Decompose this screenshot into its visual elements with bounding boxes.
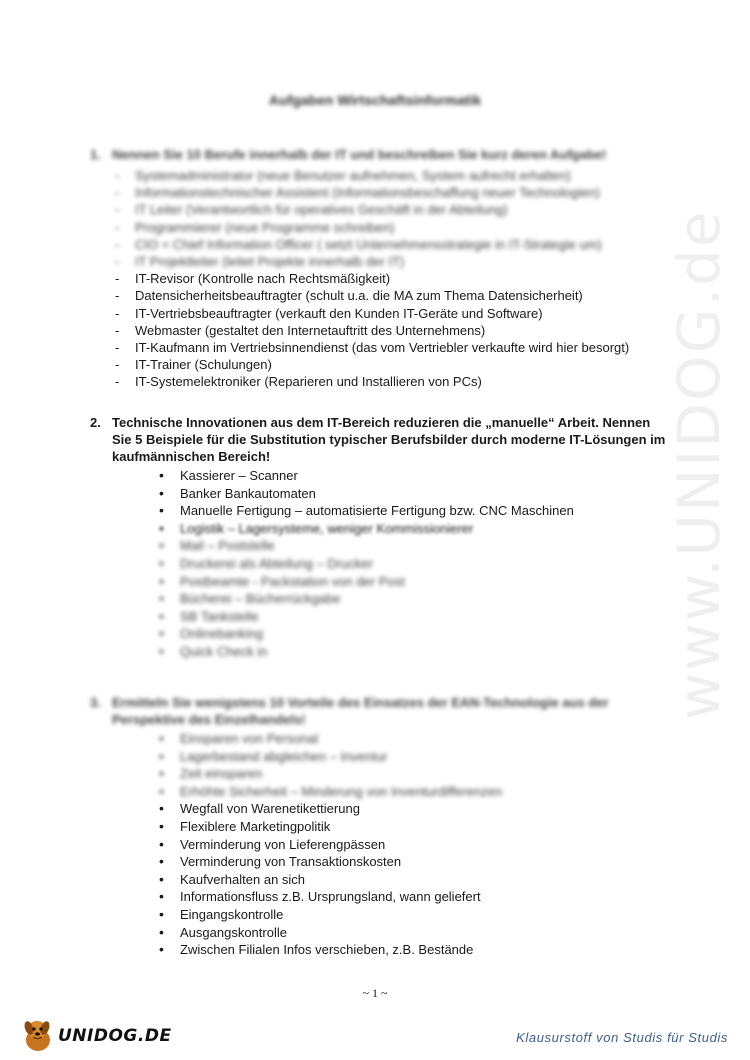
list-item: - IT Projektleiter (leitet Projekte innerhalb der IT) <box>90 253 670 270</box>
question-number: 3. <box>90 695 101 710</box>
question-text: Nennen Sie 10 Berufe innerhalb der IT und beschreiben Sie kurz deren Aufgabe! <box>112 147 607 162</box>
list-item: • Einsparen von Personal <box>90 730 670 748</box>
answer-list <box>90 167 670 391</box>
list-item: • Quick Check in <box>90 643 670 661</box>
list-item: • Banker Bankautomaten <box>90 485 670 503</box>
list-item: • Bücherei – Bücherrückgabe <box>90 590 670 608</box>
list-item: • Zeit einsparen <box>90 765 670 783</box>
list-item: • Postbeamte - Packstation von der Post <box>90 573 670 591</box>
list-item: - IT Leiter (Verantwortlich für operatives Geschäft in der Abteilung) <box>90 201 670 218</box>
footer-claim: Klausurstoff von Studis für Studis <box>516 1030 728 1045</box>
list-item: • Verminderung von Lieferengpässen <box>90 836 670 854</box>
list-item: • Verminderung von Transaktionskosten <box>90 853 670 871</box>
question-2 <box>90 414 670 661</box>
question-number: 1. <box>90 147 101 162</box>
list-item: • Ausgangskontrolle <box>90 924 670 942</box>
answer-list <box>90 730 670 959</box>
list-item: • Erhöhte Sicherheit – Minderung von Inventurdifferenzen <box>90 783 670 801</box>
list-item: • Druckerei als Abteilung – Drucker <box>90 555 670 573</box>
question-1 <box>90 146 670 391</box>
list-item: - Informationstechnischer Assistent (Informationsbeschaffung neuer Technologien) <box>90 184 670 201</box>
dog-mascot-icon <box>18 1016 58 1054</box>
list-item: - IT-Vertriebsbeauftragter (verkauft den Kunden IT-Geräte und Software) <box>90 305 670 322</box>
question-1-heading <box>90 146 670 163</box>
unidog-logo[interactable] <box>18 1016 172 1054</box>
list-item: • Mail – Poststelle <box>90 537 670 555</box>
question-3 <box>90 694 670 959</box>
page-number: ~ 1 ~ <box>362 986 388 1000</box>
list-item: • Kaufverhalten an sich <box>90 871 670 889</box>
document-title: Aufgaben Wirtschaftsinformatik <box>268 92 482 108</box>
list-item: - CIO = Chief Information Officer ( setzt Unternehmensstrategie in IT-Strategie um) <box>90 236 670 253</box>
list-item: • Eingangskontrolle <box>90 906 670 924</box>
list-item: • Zwischen Filialen Infos verschieben, z.B. Bestände <box>90 941 670 959</box>
list-item: • SB Tankstelle <box>90 608 670 626</box>
list-item: • Lagerbestand abgleichen – Inventur <box>90 748 670 766</box>
list-item: • Wegfall von Warenetikettierung <box>90 800 670 818</box>
list-item: • Informationsfluss z.B. Ursprungsland, wann geliefert <box>90 888 670 906</box>
question-2-heading <box>90 414 670 465</box>
list-item: • Onlinebanking <box>90 625 670 643</box>
list-item: • Flexiblere Marketingpolitik <box>90 818 670 836</box>
list-item: • Logistik – Lagersysteme, weniger Kommissionierer <box>90 520 670 538</box>
question-3-heading <box>90 694 670 728</box>
list-item: - Systemadministrator (neue Benutzer aufnehmen, System aufrecht erhalten) <box>90 167 670 184</box>
list-item: - IT-Kaufmann im Vertriebsinnendienst (das vom Vertriebler verkaufte wird hier besorgt) <box>90 339 670 356</box>
question-text: Ermitteln Sie wenigstens 10 Vorteile des Einsatzes der EAN-Technologie aus der Perspektive des Einzelhandels! <box>112 695 609 727</box>
list-item: • Kassierer – Scanner <box>90 467 670 485</box>
list-item: • Manuelle Fertigung – automatisierte Fertigung bzw. CNC Maschinen <box>90 502 670 520</box>
watermark: www.UNIDOG.de <box>665 209 733 720</box>
list-item: - Webmaster (gestaltet den Internetauftritt des Unternehmens) <box>90 322 670 339</box>
list-item: - Programmierer (neue Programme schreiben) <box>90 219 670 236</box>
question-text: Technische Innovationen aus dem IT-Bereich reduzieren die „manuelle“ Arbeit. Nennen Sie 5 Beispiele für die Substitution typischer Berufsbilder durch moderne IT-Lösungen im kaufmännischen Bereich! <box>112 415 666 464</box>
list-item: - IT-Systemelektroniker (Reparieren und Installieren von PCs) <box>90 373 670 390</box>
answer-list <box>90 467 670 661</box>
question-number: 2. <box>90 415 101 430</box>
list-item: - IT-Revisor (Kontrolle nach Rechtsmäßigkeit) <box>90 270 670 287</box>
list-item: - Datensicherheitsbeauftragter (schult u.a. die MA zum Thema Datensicherheit) <box>90 287 670 304</box>
list-item: - IT-Trainer (Schulungen) <box>90 356 670 373</box>
logo-text: UNIDOG.DE <box>58 1026 172 1046</box>
